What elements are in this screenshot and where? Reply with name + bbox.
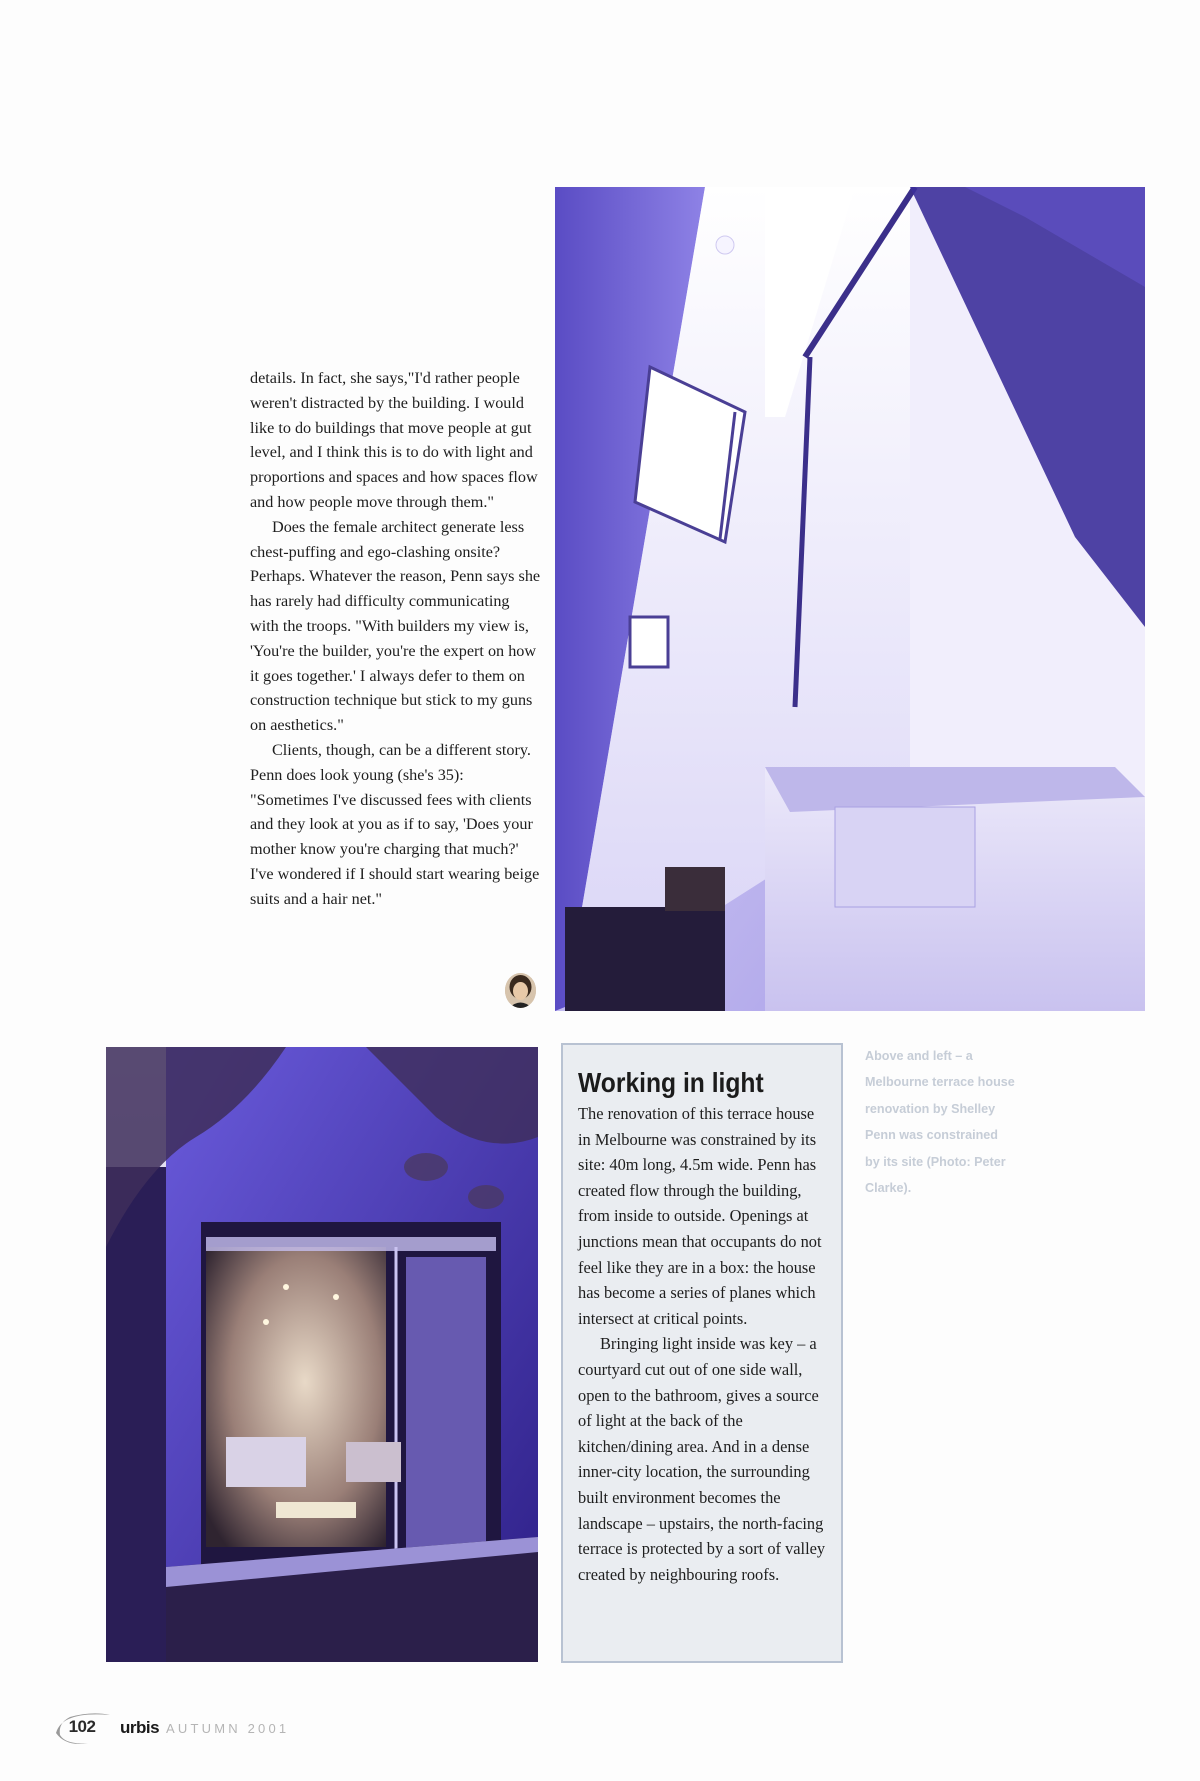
magazine-name: urbis	[120, 1718, 160, 1737]
article-paragraph: details. In fact, she says,"I'd rather people weren't distracted by the building. I would like to do buildings that move people at gut level, and I think this is to do with light and proportions and spaces and how spaces flow and how people move through them."	[250, 369, 538, 511]
sidebar-paragraph: The renovation of this terrace house in Melbourne was constrained by its site: 40m long, 4.5m wide. Penn has created flow through the building, from inside to outside. Openings at junctions mean that occupants do not feel like they are in a box: the house has become a series of planes which intersect at critical points.	[578, 1104, 822, 1328]
page-footer	[52, 1707, 352, 1751]
photo-caption: Above and left – a Melbourne terrace house renovation by Shelley Penn was constrained by its site (Photo: Peter Clarke).	[865, 1049, 1015, 1196]
issue-label: AUTUMN 2001	[166, 1721, 290, 1736]
author-portrait-icon	[505, 973, 536, 1008]
article-paragraph: Clients, though, can be a different story. Penn does look young (she's 35): "Sometimes I've discussed fees with clients and they look at you as if to say, 'Does your mother know you're charging that much?' I've wondered if I should start wearing beige suits and a hair net."	[250, 740, 540, 908]
sidebar-body	[578, 1101, 827, 1587]
sidebar-box	[561, 1043, 843, 1663]
article-body	[250, 366, 542, 912]
exterior-photo	[106, 1047, 538, 1662]
sidebar-paragraph: Bringing light inside was key – a courtyard cut out of one side wall, open to the bathroom, gives a source of light at the back of the kitchen/dining area. And in a dense inner-city location, the surrounding built environment becomes the landscape – upstairs, the north-facing terrace is protected by a sort of valley created by neighbouring roofs.	[578, 1334, 826, 1584]
page-number: 102	[68, 1717, 96, 1736]
sidebar-title: Working in light	[578, 1067, 764, 1098]
article-paragraph: Does the female architect generate less chest-puffing and ego-clashing onsite? Perhaps. Whatever the reason, Penn says she has rarely had difficulty communicating with the troops. "With builders my view is, 'You're the builder, you're the expert on how it goes together.' I always defer to them on construction technique but stick to my guns on aesthetics."	[250, 517, 541, 735]
interior-photo	[555, 187, 1145, 1011]
